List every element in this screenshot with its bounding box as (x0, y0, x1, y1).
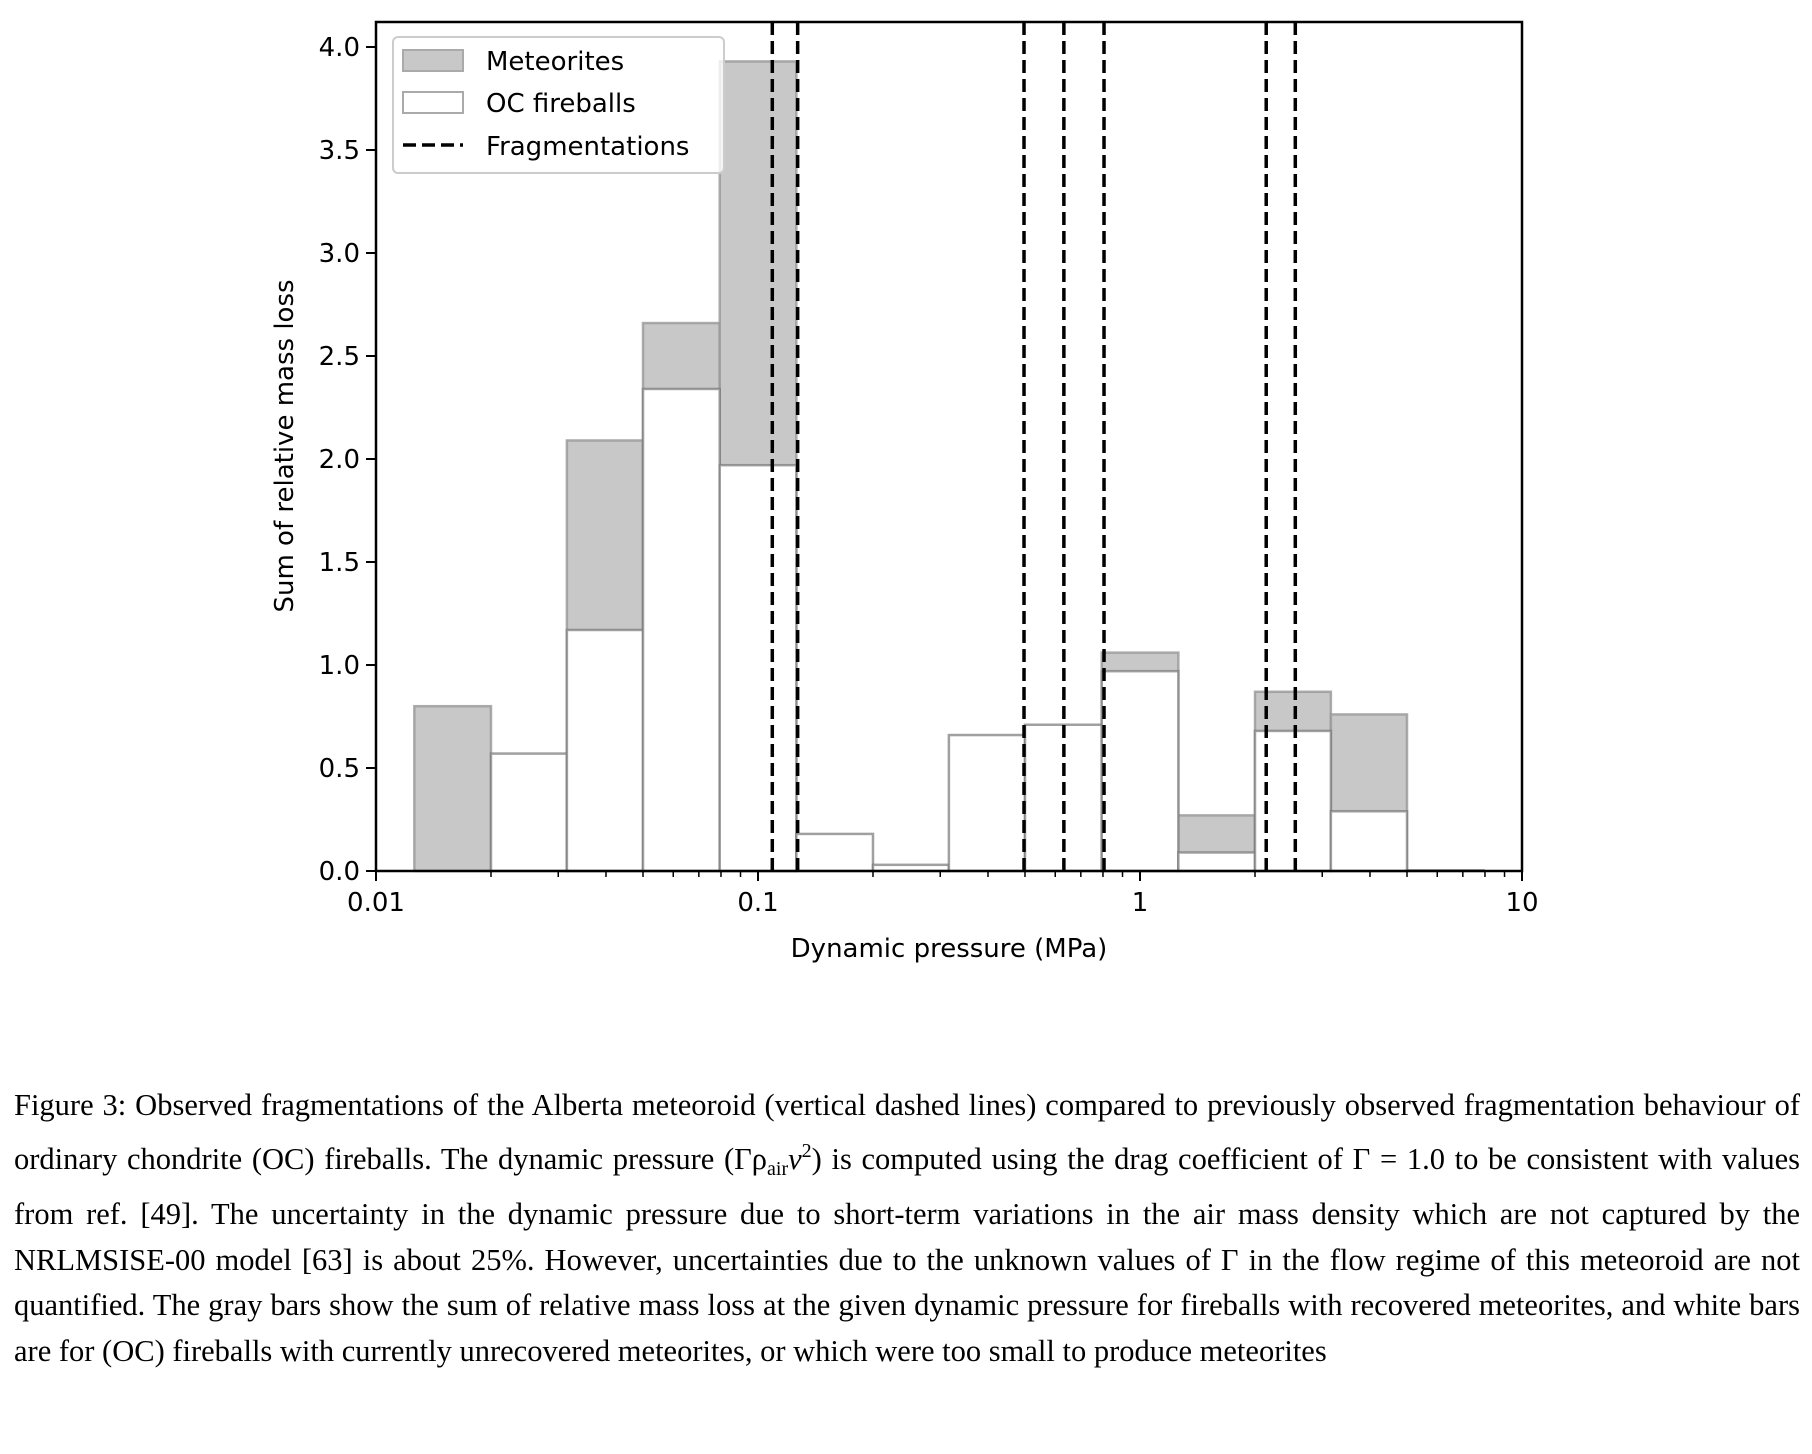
oc-fireballs-bar (796, 834, 873, 871)
x-axis-label: Dynamic pressure (MPa) (790, 934, 1108, 964)
y-tick-label: 4.0 (318, 33, 360, 63)
meteorites-swatch-icon (403, 50, 463, 71)
y-tick-label: 1.5 (318, 548, 360, 578)
oc-fireballs-bar (949, 735, 1025, 871)
y-axis (319, 33, 376, 887)
oc-fireballs-bar (1178, 852, 1255, 871)
figure-caption (14, 1083, 1800, 1374)
x-tick-label: 0.1 (737, 888, 779, 918)
meteorites-bar (414, 706, 491, 871)
caption-superscript: 2 (801, 1139, 812, 1162)
oc-fireballs-bar (567, 630, 643, 871)
caption-label: Figure 3: (14, 1088, 127, 1122)
y-tick-label: 2.5 (318, 342, 360, 372)
x-tick-label: 10 (1505, 888, 1539, 918)
oc-fireballs-swatch-icon (403, 92, 463, 113)
legend-label-meteorites: Meteorites (486, 47, 625, 77)
y-tick-label: 3.5 (318, 136, 360, 166)
x-tick-label: 1 (1131, 888, 1149, 918)
caption-text-1: Observed fragmentations of the Alberta meteoroid (vertical dashed lines) compared to previously observed fragmentation behaviour of ordinary chondrite (OC) fireballs. The dynamic pressure (Γρ (14, 1088, 1800, 1176)
oc-fireballs-bar (720, 465, 797, 871)
caption-subscript: air (767, 1157, 789, 1180)
x-axis (347, 871, 1538, 918)
y-axis-label: Sum of relative mass loss (270, 279, 300, 613)
oc-fireballs-bar (1102, 671, 1179, 871)
x-tick-label: 0.01 (347, 888, 405, 918)
legend (393, 37, 724, 173)
legend-label-oc-fireballs: OC fireballs (486, 89, 636, 119)
y-tick-label: 0.5 (318, 754, 360, 784)
y-tick-label: 2.0 (318, 445, 360, 475)
y-tick-label: 0.0 (318, 857, 360, 887)
caption-text-3: ) is computed using the drag coefficient of Γ = 1.0 to be consistent with values from ref. [49]. The uncertainty in the dynamic pressure due to short-term variations in the air mass density which are not captured by the NRLMSISE-00 model [63] is about 25%. However, uncertainties due to the unknown values of Γ in the flow regime of this meteoroid are not quantified. The gray bars show the sum of relative mass loss at the given dynamic pressure for fireballs with recovered meteorites, and white bars are for (OC) fireballs with currently unrecovered meteorites, or which were too small to produce meteorites (14, 1141, 1800, 1368)
legend-label-fragmentations: Fragmentations (486, 132, 690, 162)
oc-fireballs-bar (643, 389, 720, 871)
y-tick-label: 3.0 (318, 239, 360, 269)
oc-fireballs-bar (491, 754, 567, 871)
y-tick-label: 1.0 (318, 651, 360, 681)
oc-fireballs-bar (1331, 811, 1407, 871)
caption-velocity: v (788, 1141, 802, 1176)
